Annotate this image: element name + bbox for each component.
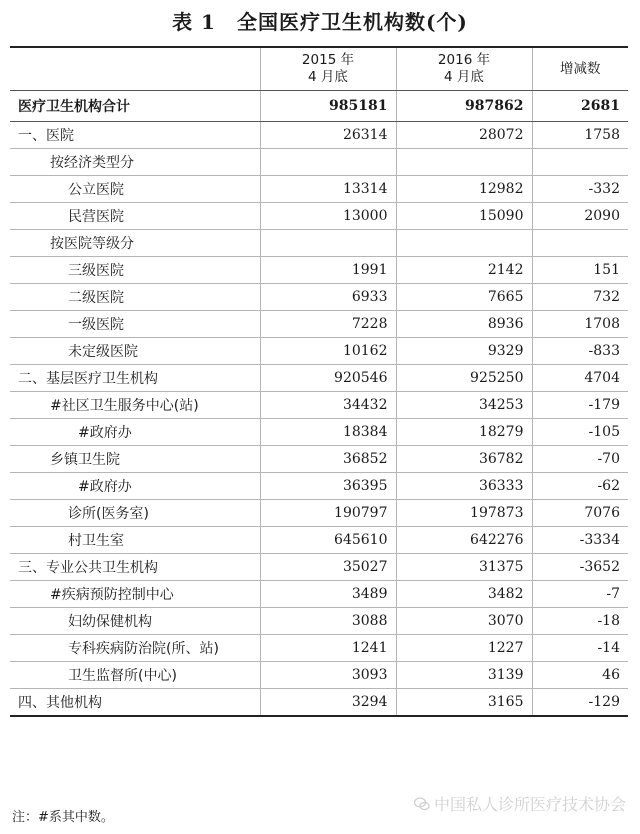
value-2016: 9329 <box>396 338 532 365</box>
value-change <box>532 149 628 176</box>
value-change: -833 <box>532 338 628 365</box>
value-change: 2090 <box>532 203 628 230</box>
value-2016: 3070 <box>396 608 532 635</box>
value-2016: 36782 <box>396 446 532 473</box>
value-change <box>532 230 628 257</box>
value-change: -7 <box>532 581 628 608</box>
value-2015: 35027 <box>260 554 396 581</box>
value-change: -14 <box>532 635 628 662</box>
value-2015: 18384 <box>260 419 396 446</box>
table-row <box>10 338 628 365</box>
row-label: 诊所(医务室) <box>10 500 260 527</box>
value-2015: 34432 <box>260 392 396 419</box>
row-label: 按医院等级分 <box>10 230 260 257</box>
table-row <box>10 230 628 257</box>
row-label: 医疗卫生机构合计 <box>10 91 260 122</box>
value-2016: 8936 <box>396 311 532 338</box>
value-2016: 925250 <box>396 365 532 392</box>
value-2016: 7665 <box>396 284 532 311</box>
value-change: -62 <box>532 473 628 500</box>
table-row <box>10 446 628 473</box>
value-2016: 36333 <box>396 473 532 500</box>
table-row <box>10 284 628 311</box>
row-label: 公立医院 <box>10 176 260 203</box>
value-2015: 13314 <box>260 176 396 203</box>
value-2015: 3294 <box>260 689 396 717</box>
value-2015: 36852 <box>260 446 396 473</box>
value-change: 7076 <box>532 500 628 527</box>
value-change: -332 <box>532 176 628 203</box>
row-label: #社区卫生服务中心(站) <box>10 392 260 419</box>
table-row <box>10 392 628 419</box>
value-2015: 13000 <box>260 203 396 230</box>
table-row <box>10 689 628 717</box>
header-2015-month: 4 月底 <box>308 69 348 85</box>
row-label: 村卫生室 <box>10 527 260 554</box>
row-label: 一级医院 <box>10 311 260 338</box>
row-label: 未定级医院 <box>10 338 260 365</box>
row-label: 民营医院 <box>10 203 260 230</box>
table-row <box>10 635 628 662</box>
table-row <box>10 203 628 230</box>
table-row <box>10 122 628 149</box>
watermark-text: 中国私人诊所医疗技术协会 <box>433 795 626 814</box>
value-change: -179 <box>532 392 628 419</box>
value-2015: 7228 <box>260 311 396 338</box>
wechat-icon <box>414 796 430 812</box>
value-change: -3334 <box>532 527 628 554</box>
value-change: 732 <box>532 284 628 311</box>
header-2016 <box>396 47 532 91</box>
value-2016: 3139 <box>396 662 532 689</box>
value-2015: 3489 <box>260 581 396 608</box>
value-2015: 3088 <box>260 608 396 635</box>
row-label: 专科疾病防治院(所、站) <box>10 635 260 662</box>
value-2016: 31375 <box>396 554 532 581</box>
value-2015: 1241 <box>260 635 396 662</box>
table-row <box>10 500 628 527</box>
value-2016: 987862 <box>396 91 532 122</box>
value-change: 46 <box>532 662 628 689</box>
value-2015: 190797 <box>260 500 396 527</box>
value-change: -18 <box>532 608 628 635</box>
row-label: 四、其他机构 <box>10 689 260 717</box>
table-row <box>10 419 628 446</box>
value-change: 2681 <box>532 91 628 122</box>
value-2016: 3165 <box>396 689 532 717</box>
row-label: #疾病预防控制中心 <box>10 581 260 608</box>
table-row <box>10 149 628 176</box>
row-label: 二、基层医疗卫生机构 <box>10 365 260 392</box>
row-label: #政府办 <box>10 419 260 446</box>
table-row <box>10 662 628 689</box>
value-change: 1758 <box>532 122 628 149</box>
table-row <box>10 473 628 500</box>
table-title: 表 1 全国医疗卫生机构数(个) <box>172 10 468 34</box>
value-2016: 2142 <box>396 257 532 284</box>
value-change: 4704 <box>532 365 628 392</box>
table-row <box>10 527 628 554</box>
value-2015: 1991 <box>260 257 396 284</box>
value-2016: 3482 <box>396 581 532 608</box>
row-label: 三级医院 <box>10 257 260 284</box>
value-change: -129 <box>532 689 628 717</box>
row-label: 按经济类型分 <box>10 149 260 176</box>
row-label: 妇幼保健机构 <box>10 608 260 635</box>
value-2016: 34253 <box>396 392 532 419</box>
value-2016: 197873 <box>396 500 532 527</box>
table-row <box>10 608 628 635</box>
value-2015: 36395 <box>260 473 396 500</box>
header-blank <box>10 47 260 91</box>
table-row <box>10 365 628 392</box>
value-2016 <box>396 149 532 176</box>
value-2015 <box>260 149 396 176</box>
value-2015: 920546 <box>260 365 396 392</box>
header-2016-month: 4 月底 <box>444 69 484 85</box>
value-2016: 1227 <box>396 635 532 662</box>
row-label: 三、专业公共卫生机构 <box>10 554 260 581</box>
table-row-total <box>10 91 628 122</box>
value-change: -70 <box>532 446 628 473</box>
value-change: 1708 <box>532 311 628 338</box>
table-row <box>10 581 628 608</box>
value-change: -3652 <box>532 554 628 581</box>
value-2016: 12982 <box>396 176 532 203</box>
table-row <box>10 311 628 338</box>
value-change: 151 <box>532 257 628 284</box>
header-2015 <box>260 47 396 91</box>
row-label: 一、医院 <box>10 122 260 149</box>
table-row <box>10 554 628 581</box>
header-change: 增减数 <box>532 47 628 91</box>
value-2016: 18279 <box>396 419 532 446</box>
row-label: 二级医院 <box>10 284 260 311</box>
value-2016: 28072 <box>396 122 532 149</box>
watermark <box>414 792 626 815</box>
value-2015: 985181 <box>260 91 396 122</box>
header-2015-year: 2015 年 <box>301 52 355 68</box>
table-header-row <box>10 47 628 91</box>
row-label: #政府办 <box>10 473 260 500</box>
header-2016-year: 2016 年 <box>437 52 491 68</box>
row-label: 卫生监督所(中心) <box>10 662 260 689</box>
value-2015: 645610 <box>260 527 396 554</box>
value-2015: 10162 <box>260 338 396 365</box>
value-2016: 15090 <box>396 203 532 230</box>
row-label: 乡镇卫生院 <box>10 446 260 473</box>
table-row <box>10 176 628 203</box>
value-2015: 26314 <box>260 122 396 149</box>
value-2015: 3093 <box>260 662 396 689</box>
value-2015 <box>260 230 396 257</box>
footnote: 注：#系其中数。 <box>12 810 114 825</box>
value-2015: 6933 <box>260 284 396 311</box>
table-row <box>10 257 628 284</box>
value-2016: 642276 <box>396 527 532 554</box>
value-2016 <box>396 230 532 257</box>
value-change: -105 <box>532 419 628 446</box>
institution-count-table <box>10 46 628 717</box>
